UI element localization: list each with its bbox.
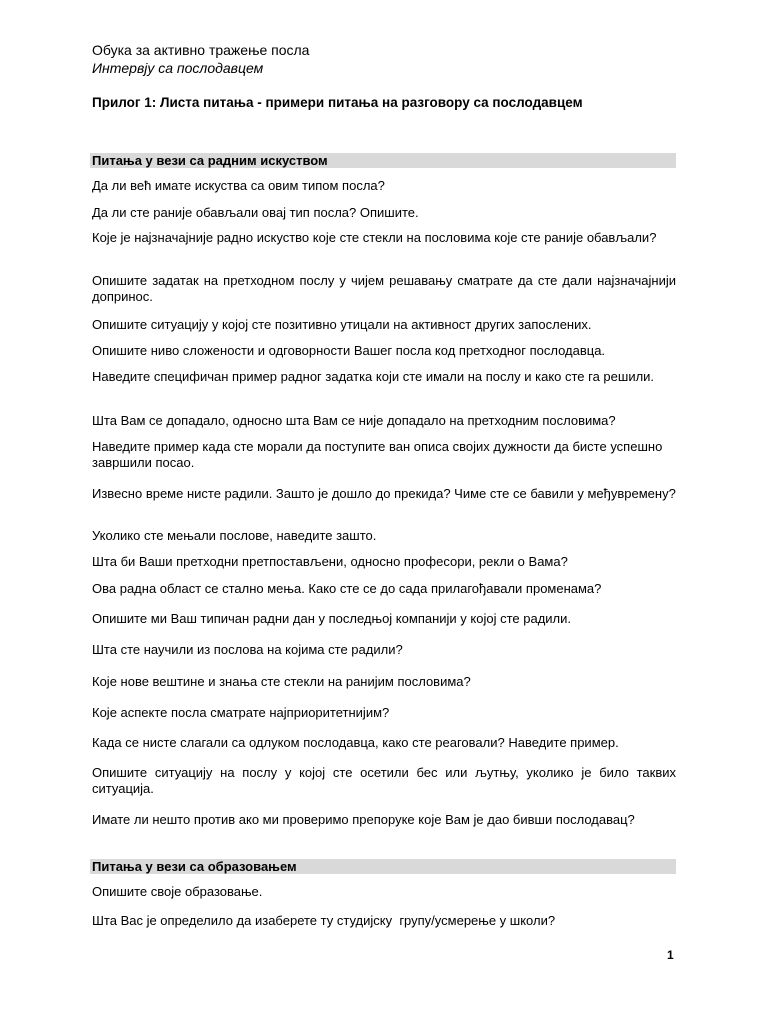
question-item: Опишите ситуацију на послу у којој сте осетили бес или љутњу, уколико је било таквих ситуација.: [92, 765, 676, 796]
question-item: Опишите ситуацију у којој сте позитивно утицали на активност других запослених.: [92, 317, 592, 332]
question-item: Да ли већ имате искуства са овим типом посла?: [92, 178, 385, 193]
question-item: Шта сте научили из послова на којима сте радили?: [92, 642, 403, 657]
document-title: Прилог 1: Листа питања - примери питања на разговору са послодавцем: [92, 95, 583, 110]
question-item: Уколико сте мењали послове, наведите зашто.: [92, 528, 377, 543]
question-item: Шта Вас је определило да изаберете ту студијску групу/усмерење у школи?: [92, 913, 556, 928]
module-subtitle: Интервју са послодавцем: [92, 60, 264, 76]
question-item: Наведите пример када сте морали да поступите ван описа својих дужности да бисте успешно завршили посао.: [92, 439, 663, 470]
question-item: Да ли сте раније обављали овај тип посла? Опишите.: [92, 205, 419, 220]
question-item: Ова радна област се стално мења. Како сте се до сада прилагођавали променама?: [92, 581, 602, 596]
page-number: 1: [667, 948, 674, 962]
question-item: Опишите ниво сложености и одговорности Вашег посла код претходног послодавца.: [92, 343, 606, 358]
question-item: Извесно време нисте радили. Зашто је дошло до прекида? Чиме сте се бавили у међувремену?: [92, 486, 676, 501]
question-item: Које аспекте посла сматрате најприоритетнијим?: [92, 705, 390, 720]
section-heading-education: Питања у вези са образовањем: [90, 859, 676, 874]
question-item: Опишите своје образовање.: [92, 884, 263, 899]
question-item: Опишите задатак на претходном послу у чијем решавању сматрате да сте дали најзначајнији допринос.: [92, 273, 676, 304]
question-item: Шта Вам се допадало, односно шта Вам се није допадало на претходним пословима?: [92, 413, 616, 428]
section-heading-work-experience: Питања у вези са радним искуством: [90, 153, 676, 168]
question-item: Наведите специфичан пример радног задатка који сте имали на послу и како сте га решили.: [92, 369, 655, 384]
question-item: Када се нисте слагали са одлуком послодавца, како сте реаговали? Наведите пример.: [92, 735, 619, 750]
question-item: Које нове вештине и знања сте стекли на ранијим пословима?: [92, 674, 471, 689]
course-title: Обука за активно тражење посла: [92, 42, 310, 58]
question-item: Шта би Ваши претходни претпостављени, односно професори, рекли о Вама?: [92, 554, 568, 569]
question-item: Које је најзначајније радно искуство које сте стекли на пословима које сте раније обављали?: [92, 230, 657, 245]
question-item: Опишите ми Ваш типичан радни дан у последњој компанији у којој сте радили.: [92, 611, 571, 626]
question-item: Имате ли нешто против ако ми проверимо препоруке које Вам је дао бивши послодавац?: [92, 812, 635, 827]
